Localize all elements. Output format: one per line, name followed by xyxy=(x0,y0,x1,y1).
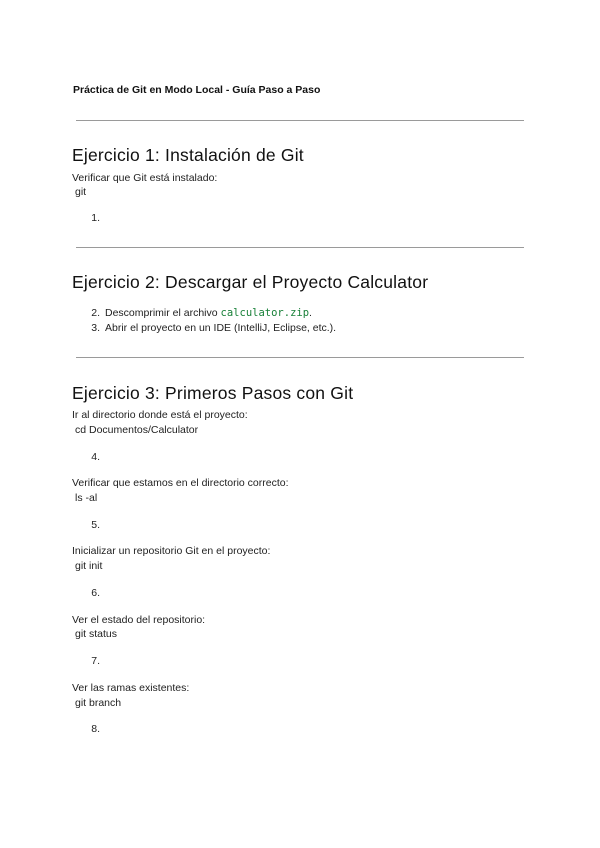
horizontal-rule xyxy=(76,357,524,358)
inline-code: calculator.zip xyxy=(220,307,310,319)
ex3-step-code: cd Documentos/Calculator xyxy=(75,424,199,436)
ex1-text: Verificar que Git está instalado: xyxy=(72,172,218,184)
ex1-heading: Ejercicio 1: Instalación de Git xyxy=(72,145,304,165)
ex3-step-code: ls -al xyxy=(75,492,98,504)
ex2-heading: Ejercicio 2: Descargar el Proyecto Calculator xyxy=(72,272,429,292)
list-number: 6. xyxy=(91,587,100,599)
list-text xyxy=(105,307,312,319)
list-number: 2. xyxy=(91,307,100,319)
ex3-heading: Ejercicio 3: Primeros Pasos con Git xyxy=(72,383,354,403)
ex3-step-text: Ver las ramas existentes: xyxy=(72,682,190,694)
list-number: 5. xyxy=(91,519,100,531)
horizontal-rule xyxy=(76,120,524,121)
ex3-step-text: Inicializar un repositorio Git en el proyecto: xyxy=(72,545,271,557)
list-text: Abrir el proyecto en un IDE (IntelliJ, Eclipse, etc.). xyxy=(105,322,337,334)
list-number: 3. xyxy=(91,322,100,334)
ex3-step-text: Verificar que estamos en el directorio correcto: xyxy=(72,477,289,489)
ex1-code: git xyxy=(75,186,87,198)
ex3-step-code: git init xyxy=(75,560,103,572)
ex3-step-text: Ver el estado del repositorio: xyxy=(72,614,206,626)
list-number: 4. xyxy=(91,451,100,463)
list-number: 1. xyxy=(91,212,100,224)
ex3-step-text: Ir al directorio donde está el proyecto: xyxy=(72,409,248,421)
list-number: 7. xyxy=(91,655,100,667)
ex3-step-code: git branch xyxy=(75,697,122,709)
list-text-pre: Descomprimir el archivo xyxy=(105,307,221,319)
horizontal-rule xyxy=(76,247,524,248)
document-title: Práctica de Git en Modo Local - Guía Paso a Paso xyxy=(73,84,321,96)
list-number: 8. xyxy=(91,723,100,735)
ex3-step-code: git status xyxy=(75,628,118,640)
list-text-post: . xyxy=(309,307,312,319)
